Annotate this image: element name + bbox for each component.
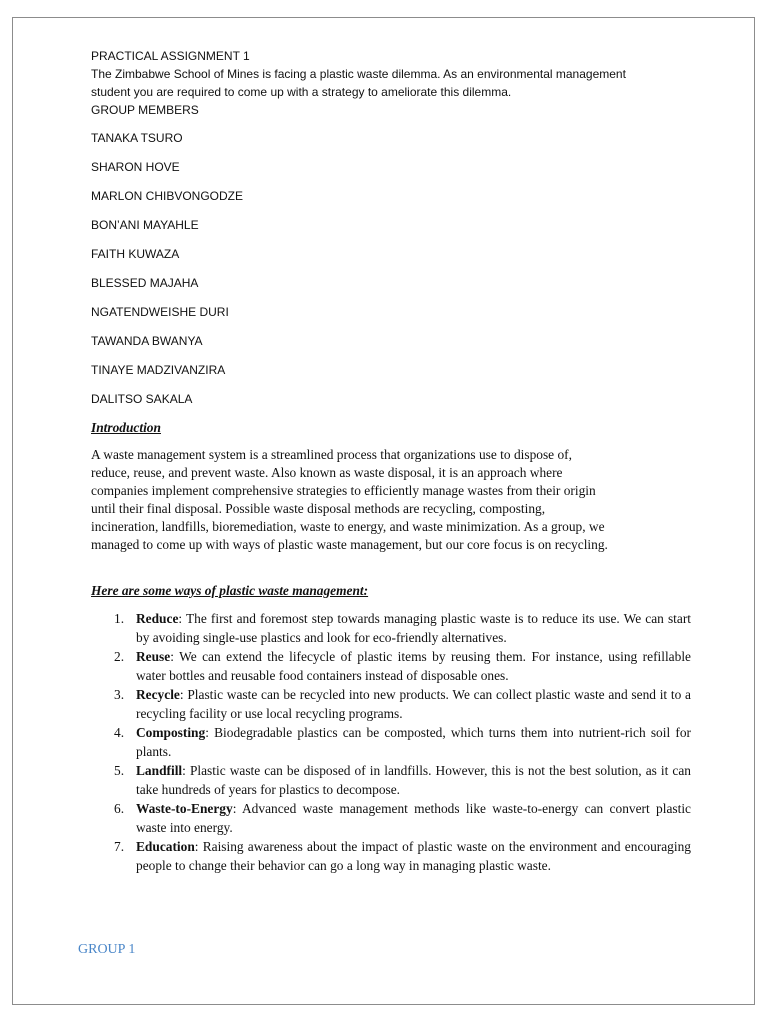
- member-name: SHARON HOVE: [91, 160, 180, 174]
- footer-group-label: GROUP 1: [78, 942, 136, 957]
- task-line-1: The Zimbabwe School of Mines is facing a plastic waste dilemma. As an environmental management: [91, 67, 626, 81]
- item-term: Landfill: [136, 763, 183, 778]
- intro-line: managed to come up with ways of plastic waste management, but our core focus is on recycling.: [91, 537, 608, 552]
- item-term: Reuse: [136, 649, 171, 664]
- ways-heading: Here are some ways of plastic waste management:: [91, 583, 369, 598]
- task-line-2: student you are required to come up with a strategy to ameliorate this dilemma.: [91, 85, 512, 99]
- item-number: 1.: [114, 611, 125, 626]
- item-text: : Advanced waste management methods like waste-to-energy can convert plastic waste into energy.: [136, 801, 691, 835]
- item-number: 3.: [114, 687, 125, 702]
- item-term: Recycle: [136, 687, 180, 702]
- item-text: : Plastic waste can be recycled into new products. We can collect plastic waste and send it to a recycling facility or use local recycling programs.: [136, 687, 691, 721]
- member-name: NGATENDWEISHE DURI: [91, 305, 229, 319]
- item-text: : Raising awareness about the impact of plastic waste on the environment and encouraging people to change their behavior can go a long way in managing plastic waste.: [136, 839, 691, 873]
- intro-line: incineration, landfills, bioremediation, waste to energy, and waste minimization. As a group, we: [91, 519, 605, 534]
- intro-line: A waste management system is a streamlined process that organizations use to dispose of,: [91, 447, 572, 462]
- item-text: : Plastic waste can be disposed of in landfills. However, this is not the best solution, as it can take hundreds of years for plastics to decompose.: [136, 763, 691, 797]
- item-term: Reduce: [136, 611, 179, 626]
- list-item: [114, 685, 691, 723]
- ways-list: [91, 609, 691, 875]
- members-heading: GROUP MEMBERS: [91, 103, 199, 117]
- item-number: 7.: [114, 839, 125, 854]
- member-name: BON’ANI MAYAHLE: [91, 218, 199, 232]
- item-number: 6.: [114, 801, 125, 816]
- item-text: : Biodegradable plastics can be composted, which turns them into nutrient-rich soil for plants.: [136, 725, 691, 759]
- item-number: 4.: [114, 725, 125, 740]
- item-term: Composting: [136, 725, 206, 740]
- intro-line: reduce, reuse, and prevent waste. Also known as waste disposal, it is an approach where: [91, 465, 563, 480]
- item-number: 2.: [114, 649, 125, 664]
- item-term: Waste-to-Energy: [136, 801, 233, 816]
- list-item: [114, 837, 691, 875]
- document-page: [12, 17, 755, 1005]
- list-item: [114, 647, 691, 685]
- intro-line: companies implement comprehensive strategies to efficiently manage wastes from their origin: [91, 483, 596, 498]
- item-term: Education: [136, 839, 195, 854]
- assignment-title: PRACTICAL ASSIGNMENT 1: [91, 49, 250, 63]
- member-name: DALITSO SAKALA: [91, 392, 193, 406]
- member-name: BLESSED MAJAHA: [91, 276, 199, 290]
- member-name: MARLON CHIBVONGODZE: [91, 189, 244, 203]
- introduction-paragraph: [91, 446, 691, 554]
- list-item: [114, 799, 691, 837]
- member-name: FAITH KUWAZA: [91, 247, 180, 261]
- members-list: [91, 129, 691, 408]
- item-number: 5.: [114, 763, 125, 778]
- introduction-heading: Introduction: [91, 420, 161, 435]
- item-text: : The first and foremost step towards managing plastic waste is to reduce its use. We can start by avoiding single-use plastics and look for eco-friendly alternatives.: [136, 611, 691, 645]
- page-content: [91, 47, 691, 875]
- member-name: TINAYE MADZIVANZIRA: [91, 363, 226, 377]
- member-name: TANAKA TSURO: [91, 131, 183, 145]
- list-item: [114, 609, 691, 647]
- list-item: [114, 723, 691, 761]
- intro-line: until their final disposal. Possible waste disposal methods are recycling, composting,: [91, 501, 546, 516]
- list-item: [114, 761, 691, 799]
- member-name: TAWANDA BWANYA: [91, 334, 203, 348]
- item-text: : We can extend the lifecycle of plastic items by reusing them. For instance, using refillable water bottles and reusable food containers instead of disposable ones.: [136, 649, 691, 683]
